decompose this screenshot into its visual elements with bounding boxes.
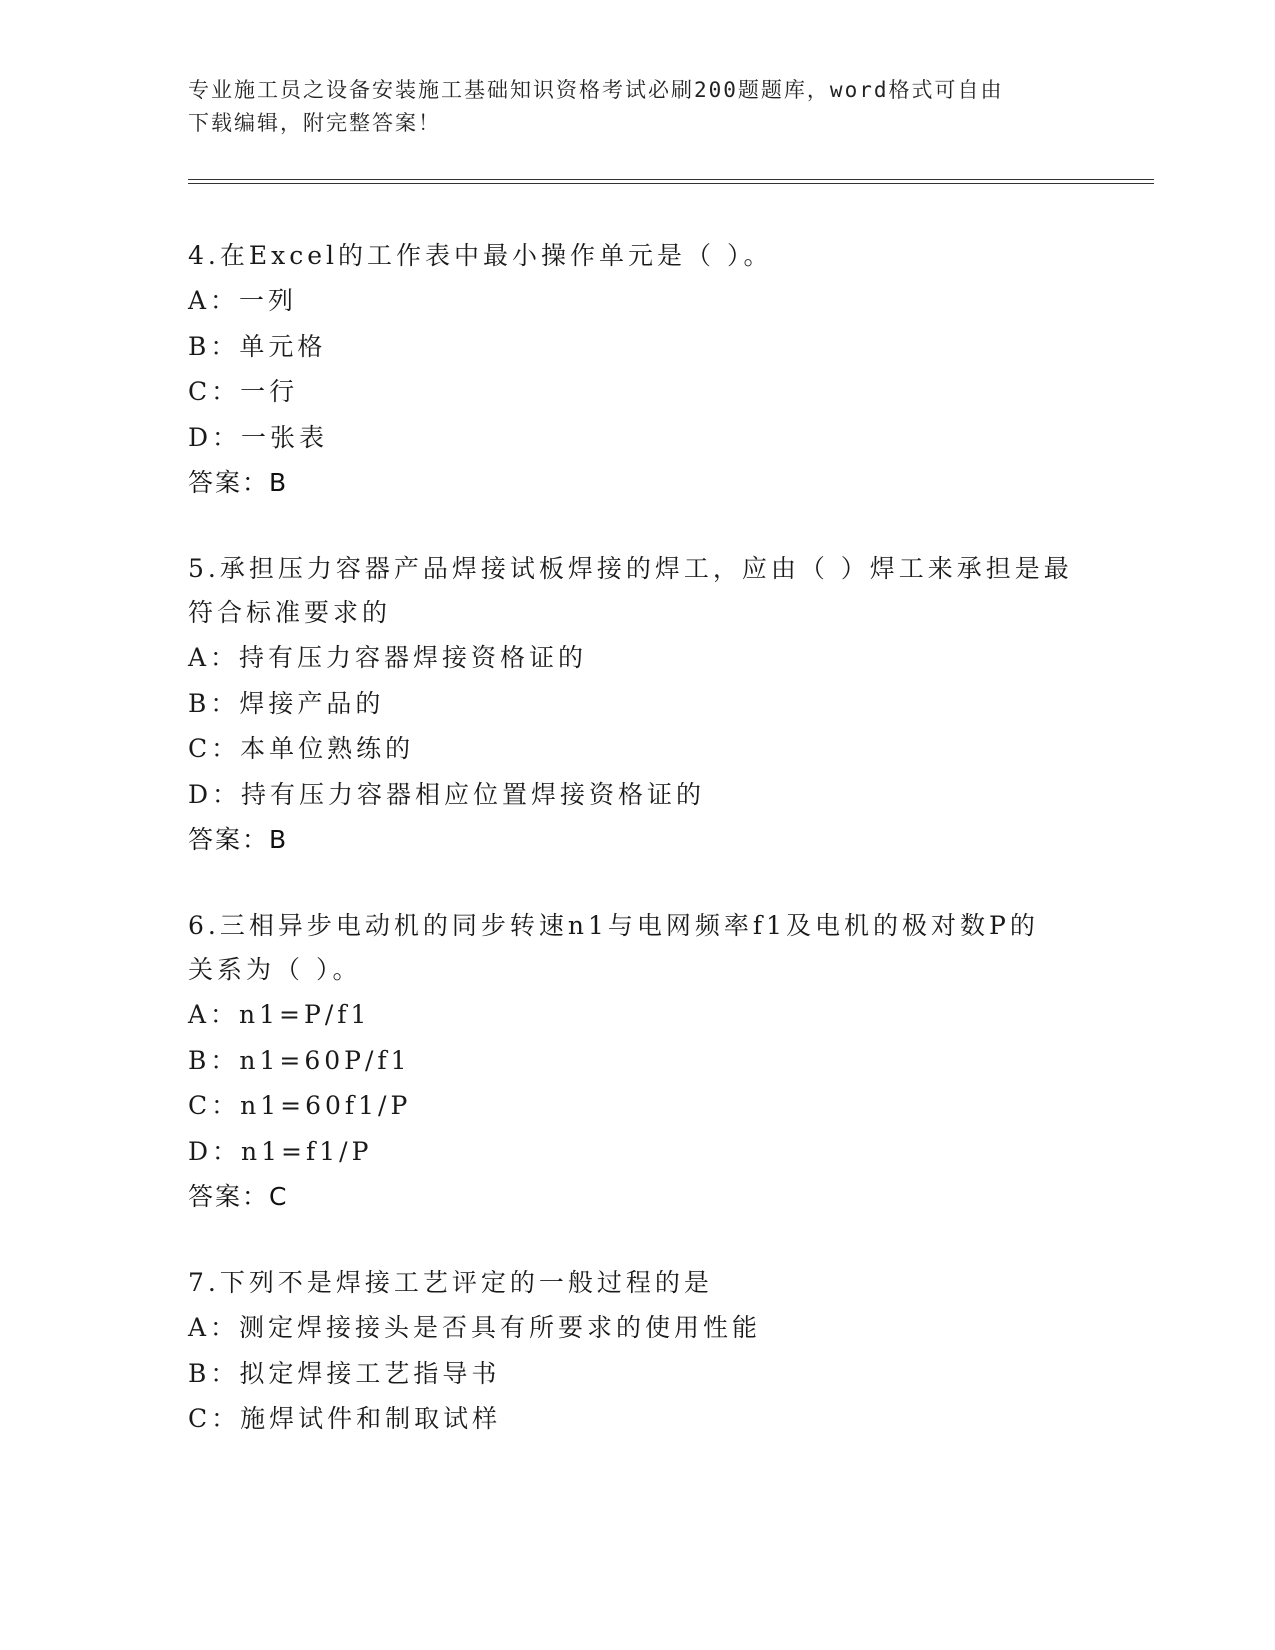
question-5 [188, 547, 1088, 862]
option-b: B：焊接产品的 [188, 688, 385, 718]
question-7 [188, 1261, 1088, 1442]
option-a: A：测定焊接接头是否具有所要求的使用性能 [188, 1313, 762, 1342]
question-stem-line: 7.下列不是焊接工艺评定的一般过程的是 [188, 1268, 713, 1297]
question-stem [188, 547, 1088, 635]
option-list [188, 992, 1088, 1174]
option-c: C：施焊试件和制取试样 [188, 1404, 502, 1433]
option-d: D：一张表 [188, 422, 329, 452]
header-divider-bottom [188, 183, 1154, 184]
question-stem-line: 5.承担压力容器产品焊接试板焊接的焊工，应由（ ）焊工来承担是最 [188, 554, 1073, 583]
document-header [188, 74, 1088, 140]
option-a: A：一列 [188, 286, 298, 315]
question-stem-line: 6.三相异步电动机的同步转速n1与电网频率f1及电机的极对数P的 [188, 911, 1039, 940]
option-b: B：单元格 [188, 331, 327, 361]
answer-line: 答案：B [188, 825, 289, 854]
question-stem [188, 904, 1088, 992]
question-stem-line: 关系为（ ）。 [188, 955, 362, 984]
option-d: D：n1=f1/P [188, 1136, 373, 1166]
question-6 [188, 904, 1088, 1219]
answer-line: 答案：B [188, 468, 289, 497]
option-b: B：拟定焊接工艺指导书 [188, 1358, 501, 1388]
option-list [188, 1305, 1088, 1442]
option-list [188, 635, 1088, 817]
header-divider-top [188, 179, 1154, 180]
header-line-1: 专业施工员之设备安装施工基础知识资格考试必刷200题题库，word格式可自由 [188, 78, 1004, 102]
answer-line: 答案：C [188, 1182, 289, 1211]
question-stem [188, 1261, 1088, 1305]
option-b: B：n1=60P/f1 [188, 1045, 411, 1075]
question-stem-line: 符合标准要求的 [188, 598, 392, 627]
question-stem-line: 4.在Excel的工作表中最小操作单元是（ ）。 [188, 241, 773, 270]
option-list [188, 278, 1088, 460]
option-a: A：n1=P/f1 [188, 1000, 371, 1029]
question-4 [188, 234, 1088, 505]
option-a: A：持有压力容器焊接资格证的 [188, 643, 588, 672]
option-d: D：持有压力容器相应位置焊接资格证的 [188, 779, 706, 809]
option-c: C：本单位熟练的 [188, 734, 415, 763]
option-c: C：n1=60f1/P [188, 1091, 412, 1120]
question-list [188, 234, 1088, 1484]
question-stem [188, 234, 1088, 278]
option-c: C：一行 [188, 377, 299, 406]
header-line-2: 下载编辑，附完整答案！ [188, 111, 441, 135]
